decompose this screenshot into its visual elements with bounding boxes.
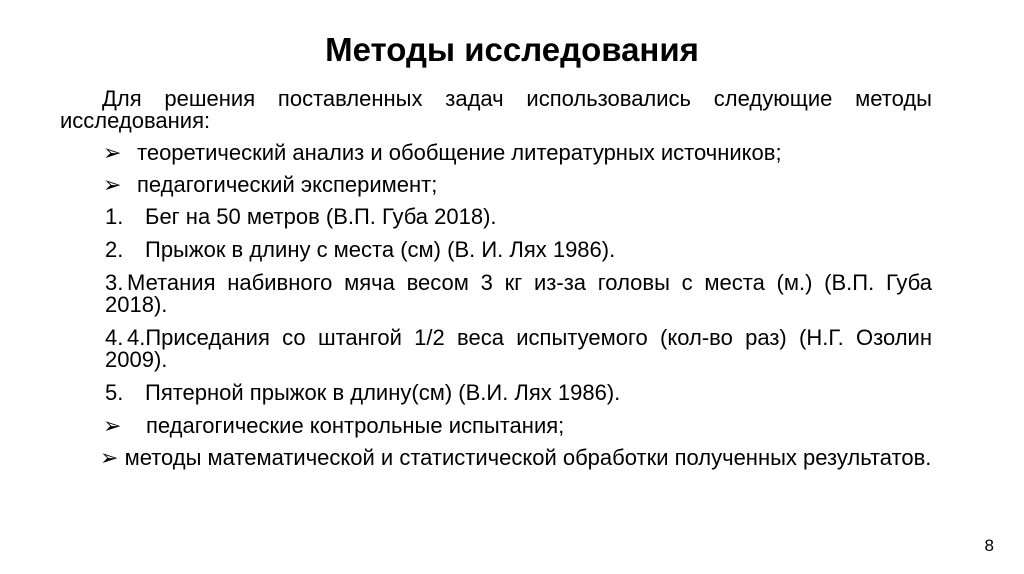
item-number: 3. [105,270,124,295]
bullet-text: теоретический анализ и обобщение литературных источников; [137,140,782,165]
bullet-item [60,415,932,437]
item-text: Пятерной прыжок в длину(см) (В.И. Лях 1986). [145,380,621,405]
bullet-text: педагогические контрольные испытания; [146,413,565,438]
arrow-bullet-icon: ➢ [103,413,122,438]
bullet-text: педагогический эксперимент; [137,172,438,197]
bullet-item [60,174,932,196]
bullet-item [60,142,932,164]
intro-paragraph: Для решения поставленных задач использовались следующие методы исследования: [60,86,932,133]
item-text: Метания набивного мяча весом 3 кг из-за головы с места (м.) (В.П. Губа 2018). [105,270,932,317]
item-text: 4.Приседания со штангой 1/2 веса испытуемого (кол-во раз) (Н.Г. Озолин 2009). [105,325,932,372]
arrow-bullet-icon: ➢ [103,140,122,165]
numbered-item [60,206,932,228]
numbered-item [60,327,932,371]
numbered-item [60,239,932,261]
item-number: 5. [105,380,124,405]
bullet-text: методы математической и статистической обработки полученных результатов. [124,445,932,470]
arrow-bullet-icon: ➢ [100,445,119,470]
slide-title: Методы исследования [325,31,699,68]
slide-body [60,88,932,469]
item-number: 2. [105,237,124,262]
item-text: Бег на 50 метров (В.П. Губа 2018). [145,204,497,229]
numbered-item [60,272,932,316]
numbered-item [60,382,932,404]
page-number: 8 [984,536,994,555]
item-number: 4. [105,325,124,350]
bullet-item [60,447,932,469]
item-text: Прыжок в длину с места (см) (В. И. Лях 1986). [145,237,616,262]
arrow-bullet-icon: ➢ [103,172,122,197]
item-number: 1. [105,204,124,229]
